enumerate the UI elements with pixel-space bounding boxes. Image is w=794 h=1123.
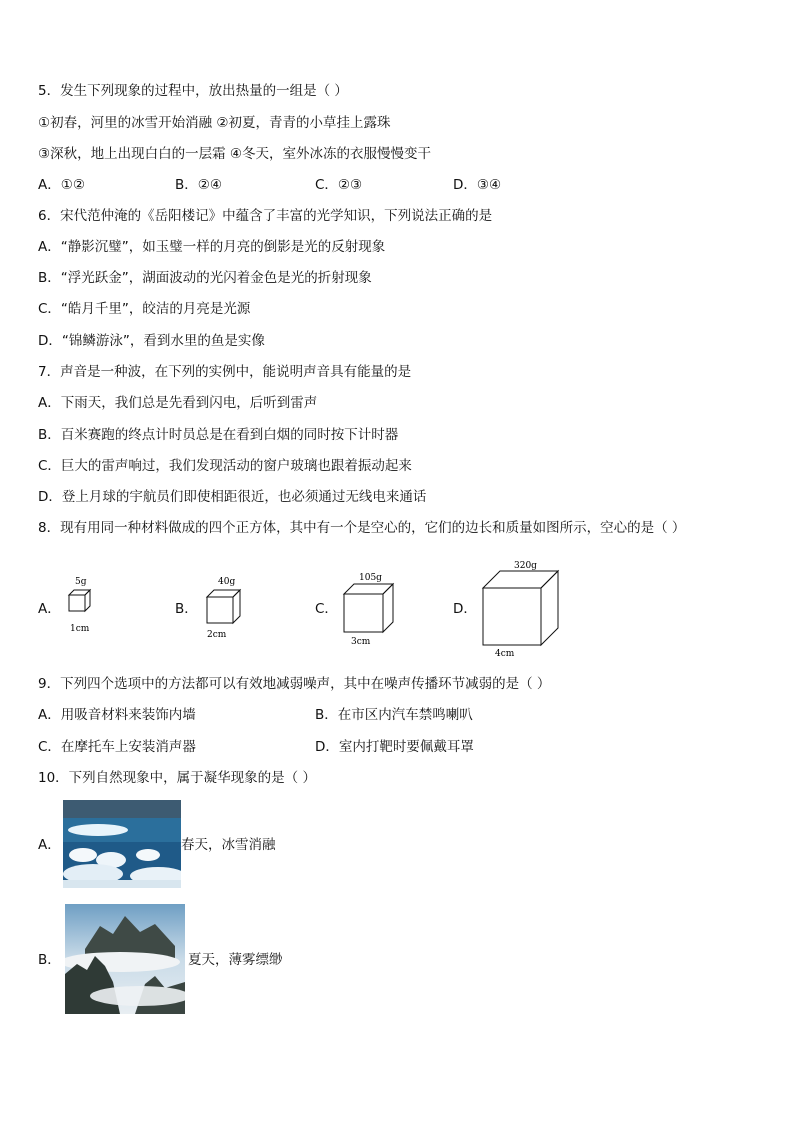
q8-cube-b-figure	[200, 570, 250, 642]
q8-cube-a-mass: 5g	[75, 577, 87, 587]
q8-cube-c-top	[344, 584, 393, 594]
q5-line2: ③深秋，地上出现白白的一层霜 ④冬天，室外冰冻的衣服慢慢变干	[38, 146, 431, 162]
q5-option-a: A．①②	[38, 177, 85, 193]
q10-option-b-label: B．	[38, 952, 61, 968]
q8-cube-a-front	[69, 595, 85, 611]
q6-option-c: C．“皓月千里”，皎洁的月亮是光源	[38, 301, 251, 317]
q8-cube-c-edge: 3cm	[351, 637, 371, 647]
q8-cube-d-figure	[476, 556, 572, 660]
q8-option-a-label: A．	[38, 601, 61, 617]
q8-option-b-label: B．	[175, 601, 198, 617]
q10-option-a-text: 春天，冰雪消融	[181, 837, 276, 853]
q9-option-c: C．在摩托车上安装消声器	[38, 739, 196, 755]
q7-option-a: A．下雨天，我们总是先看到闪电，后听到雷声	[38, 395, 318, 411]
q10-option-b-text: 夏天，薄雾缥缈	[188, 952, 283, 968]
q7-option-d: D．登上月球的宇航员们即使相距很近，也必须通过无线电来通话	[38, 489, 427, 505]
q8-cube-d-side	[541, 571, 558, 645]
misty-mountains-photo	[65, 904, 185, 1014]
q5-stem: 5．发生下列现象的过程中，放出热量的一组是（ ）	[38, 83, 348, 99]
q8-cube-b-side	[233, 590, 240, 623]
q8-cube-d-top	[483, 571, 558, 588]
q6-stem: 6．宋代范仲淹的《岳阳楼记》中蕴含了丰富的光学知识，下列说法正确的是	[38, 208, 493, 224]
q8-stem: 8．现有用同一种材料做成的四个正方体，其中有一个是空心的，它们的边长和质量如图所示，空心的是（ ）	[38, 520, 686, 536]
q8-cube-b-edge: 2cm	[207, 630, 227, 640]
q7-option-b: B．百米赛跑的终点计时员总是在看到白烟的同时按下计时器	[38, 427, 399, 443]
q8-cube-c-mass: 105g	[359, 573, 382, 583]
q8-cube-d-mass: 320g	[514, 561, 537, 571]
q9-option-a: A．用吸音材料来装饰内墙	[38, 707, 196, 723]
q5-option-b: B．②④	[175, 177, 222, 193]
q6-option-b: B．“浮光跃金”，湖面波动的光闪着金色是光的折射现象	[38, 270, 372, 286]
q5-line1: ①初春，河里的冰雪开始消融 ②初夏，青青的小草挂上露珠	[38, 115, 391, 131]
melting-snow-photo	[63, 800, 181, 888]
q8-cube-c-figure	[340, 566, 400, 648]
q9-option-b: B．在市区内汽车禁鸣喇叭	[315, 707, 473, 723]
q9-option-d: D．室内打靶时要佩戴耳罩	[315, 739, 474, 755]
q8-option-d-label: D．	[453, 601, 477, 617]
q7-option-c: C．巨大的雷声响过，我们发现活动的窗户玻璃也跟着振动起来	[38, 458, 412, 474]
q10-stem: 10．下列自然现象中，属于凝华现象的是（ ）	[38, 770, 316, 786]
q8-cube-c-front	[344, 594, 383, 632]
q6-option-a: A．“静影沉璧”，如玉璧一样的月亮的倒影是光的反射现象	[38, 239, 386, 255]
q8-cube-a-figure	[60, 574, 100, 636]
q5-option-d: D．③④	[453, 177, 502, 193]
q8-cube-d-edge: 4cm	[495, 649, 515, 659]
q8-cube-c-side	[383, 584, 393, 632]
q8-option-c-label: C．	[315, 601, 338, 617]
q9-stem: 9．下列四个选项中的方法都可以有效地减弱噪声，其中在噪声传播环节减弱的是（ ）	[38, 676, 551, 692]
q6-option-d: D．“锦鳞游泳”，看到水里的鱼是实像	[38, 333, 265, 349]
q8-cube-b-front	[207, 597, 233, 623]
q7-stem: 7．声音是一种波，在下列的实例中，能说明声音具有能量的是	[38, 364, 412, 380]
q8-cube-b-top	[207, 590, 240, 597]
q8-cube-d-front	[483, 588, 541, 645]
q8-cube-b-mass: 40g	[218, 577, 236, 587]
q8-cube-a-edge: 1cm	[70, 624, 90, 634]
q5-option-c: C．②③	[315, 177, 363, 193]
q10-option-a-label: A．	[38, 837, 61, 853]
q8-cube-a-side	[85, 590, 90, 611]
